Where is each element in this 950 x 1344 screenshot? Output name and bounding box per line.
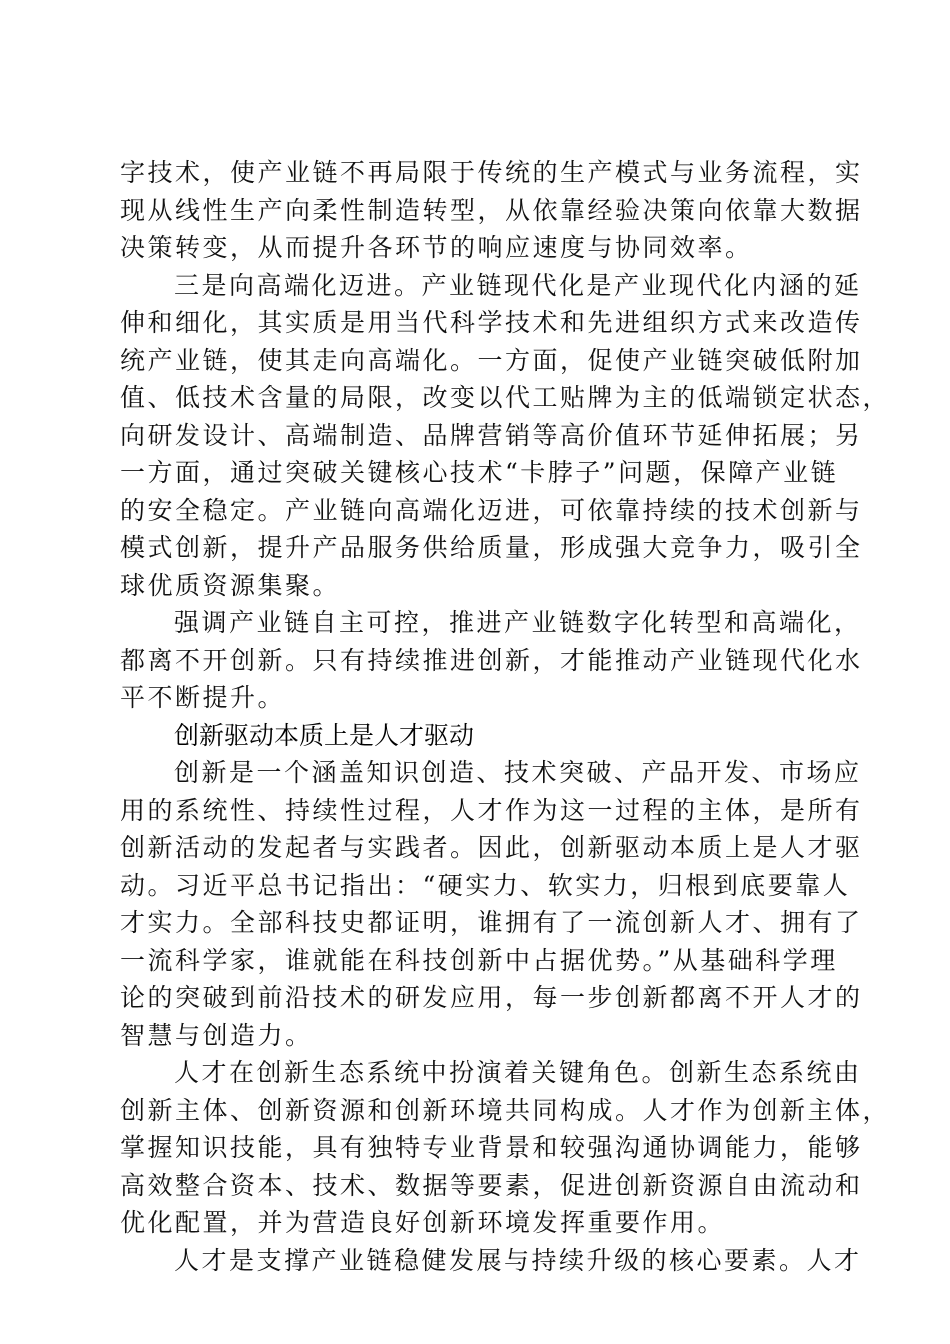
text-line: 一流科学家，谁就能在科技创新中占据优势。”从基础科学理 (120, 945, 838, 975)
paragraph-start-line: 人才是支撑产业链稳健发展与持续升级的核心要素。人才 (174, 1245, 862, 1275)
text-line: 现从线性生产向柔性制造转型，从依靠经验决策向依靠大数据 (120, 195, 863, 225)
paragraph-start-line: 人才在创新生态系统中扮演着关键角色。创新生态系统由 (174, 1058, 862, 1087)
text-line: 才实力。全部科技史都证明，谁拥有了一流创新人才、拥有了 (120, 908, 863, 937)
text-line: 创新主体、创新资源和创新环境共同构成。人才作为创新主体， (120, 1095, 891, 1125)
text-line: 的安全稳定。产业链向高端化迈进，可依靠持续的技术创新与 (120, 495, 863, 525)
text-line: 统产业链，使其走向高端化。一方面，促使产业链突破低附加 (120, 345, 863, 375)
text-line: 用的系统性、持续性过程，人才作为这一过程的主体，是所有 (120, 795, 863, 825)
text-line: 模式创新，提升产品服务供给质量，形成强大竞争力，吸引全 (120, 533, 863, 562)
paragraph-start-line: 三是向高端化迈进。产业链现代化是产业现代化内涵的延 (174, 270, 862, 300)
paragraph-start-line: 强调产业链自主可控，推进产业链数字化转型和高端化， (174, 608, 862, 637)
text-line: 向研发设计、高端制造、品牌营销等高价值环节延伸拓展；另 (120, 420, 863, 450)
text-line: 决策转变，从而提升各环节的响应速度与协同效率。 (120, 233, 753, 262)
text-line: 动。习近平总书记指出：“硬实力、软实力，归根到底要靠人 (120, 870, 851, 900)
text-line: 论的突破到前沿技术的研发应用，每一步创新都离不开人才的 (120, 983, 863, 1012)
text-line: 都离不开创新。只有持续推进创新，才能推动产业链现代化水 (120, 645, 863, 675)
text-line: 球优质资源集聚。 (120, 570, 341, 600)
paragraph-start-line: 创新是一个涵盖知识创造、技术突破、产品开发、市场应 (174, 758, 862, 787)
text-line: 智慧与创造力。 (120, 1020, 313, 1050)
text-line: 平不断提升。 (120, 683, 286, 712)
text-line: 伸和细化，其实质是用当代科学技术和先进组织方式来改造传 (120, 308, 863, 337)
text-line: 高效整合资本、技术、数据等要素，促进创新资源自由流动和 (120, 1170, 863, 1200)
text-line: 字技术，使产业链不再局限于传统的生产模式与业务流程，实 (120, 158, 863, 187)
text-line: 优化配置，并为营造良好创新环境发挥重要作用。 (120, 1208, 726, 1237)
text-line: 创新活动的发起者与实践者。因此，创新驱动本质上是人才驱 (120, 833, 863, 862)
text-line: 一方面，通过突破关键核心技术“卡脖子”问题，保障产业链 (120, 458, 839, 487)
text-line: 掌握知识技能，具有独特专业背景和较强沟通协调能力，能够 (120, 1133, 863, 1162)
text-line: 值、低技术含量的局限，改变以代工贴牌为主的低端锁定状态， (120, 383, 891, 412)
article-body (120, 154, 891, 1279)
section-heading: 创新驱动本质上是人才驱动 (174, 720, 475, 750)
